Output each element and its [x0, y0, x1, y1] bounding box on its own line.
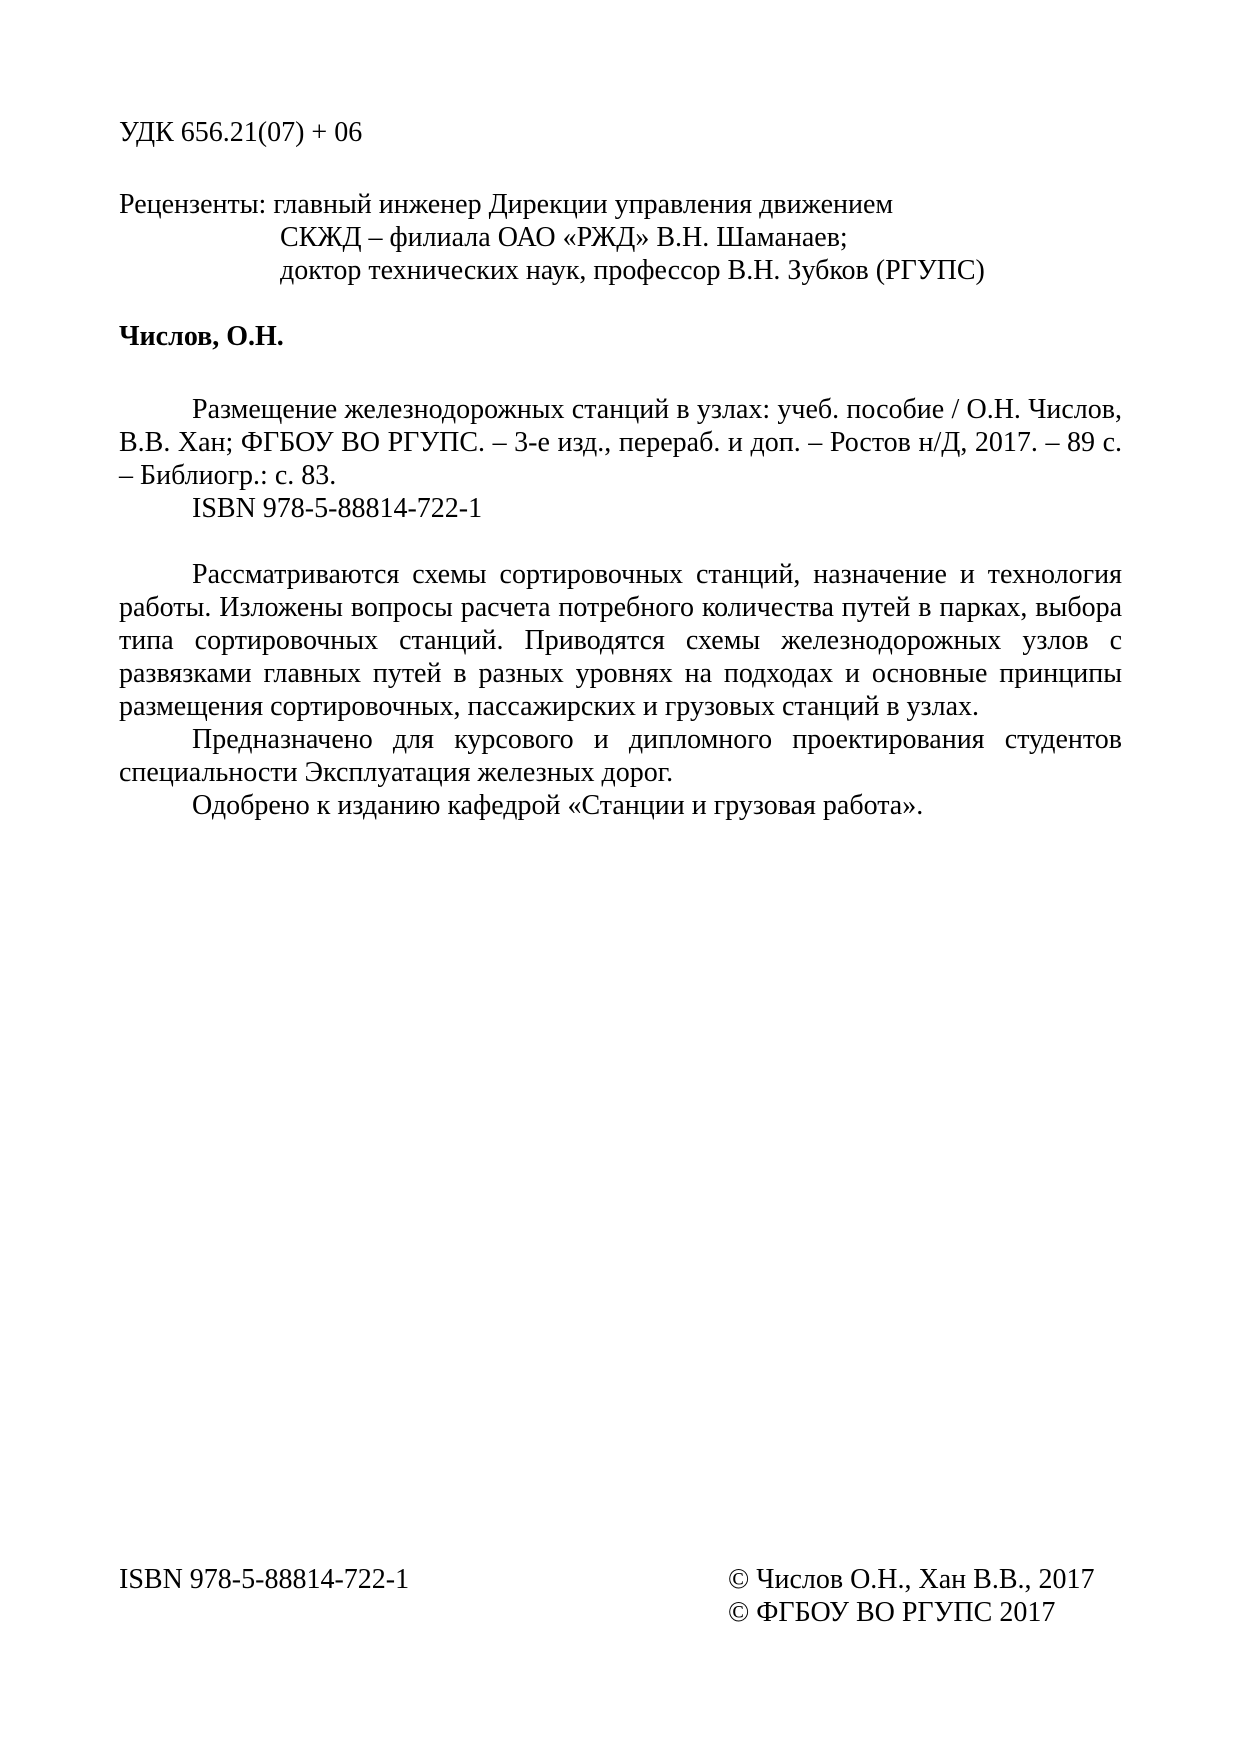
reviewers-block: [119, 188, 1122, 287]
abstract-paragraph-3: Одобрено к изданию кафедрой «Станции и грузовая работа».: [192, 790, 924, 821]
copyright-publisher: © ФГБОУ ВО РГУПС 2017: [728, 1597, 1056, 1628]
reviewer-line-1: главный инженер Дирекции управления движением: [273, 189, 894, 220]
imprint-footer: [119, 1563, 1122, 1629]
bibliographic-record: Размещение железнодорожных станций в узлах: учеб. пособие / О.Н. Числов, В.В. Хан; ФГБОУ ВО РГУПС. – 3-е изд., перераб. и доп. – Ростов н/Д, 2017. – 89 с. – Библиогр.: с. 83.: [119, 394, 1122, 491]
reviewer-line-2: СКЖД – филиала ОАО «РЖД» В.Н. Шаманаев;: [280, 222, 848, 253]
author-heading: Числов, О.Н.: [119, 321, 284, 352]
copyright-block: [728, 1563, 1095, 1629]
footer-isbn: ISBN 978-5-88814-722-1: [119, 1564, 410, 1595]
copyright-authors: © Числов О.Н., Хан В.В., 2017: [728, 1564, 1095, 1595]
page-content: [119, 116, 1122, 822]
reviewer-line-3: доктор технических наук, профессор В.Н. Зубков (РГУПС): [280, 255, 985, 286]
abstract-paragraph-2: Предназначено для курсового и дипломного проектирования студентов специальности Эксплуатация железных дорог.: [119, 724, 1122, 788]
reviewers-label: Рецензенты:: [119, 189, 267, 220]
isbn-line: ISBN 978-5-88814-722-1: [192, 493, 483, 524]
udc-code: УДК 656.21(07) + 06: [119, 117, 363, 148]
abstract-paragraph-1: Рассматриваются схемы сортировочных станций, назначение и технология работы. Изложены вопросы расчета потребного количества путей в парках, выбора типа сортировочных станций. Приводятся схемы железнодорожных узлов с развязками главных путей в разных уровнях на подходах и основные принципы размещения сортировочных, пассажирских и грузовых станций в узлах.: [119, 559, 1122, 722]
